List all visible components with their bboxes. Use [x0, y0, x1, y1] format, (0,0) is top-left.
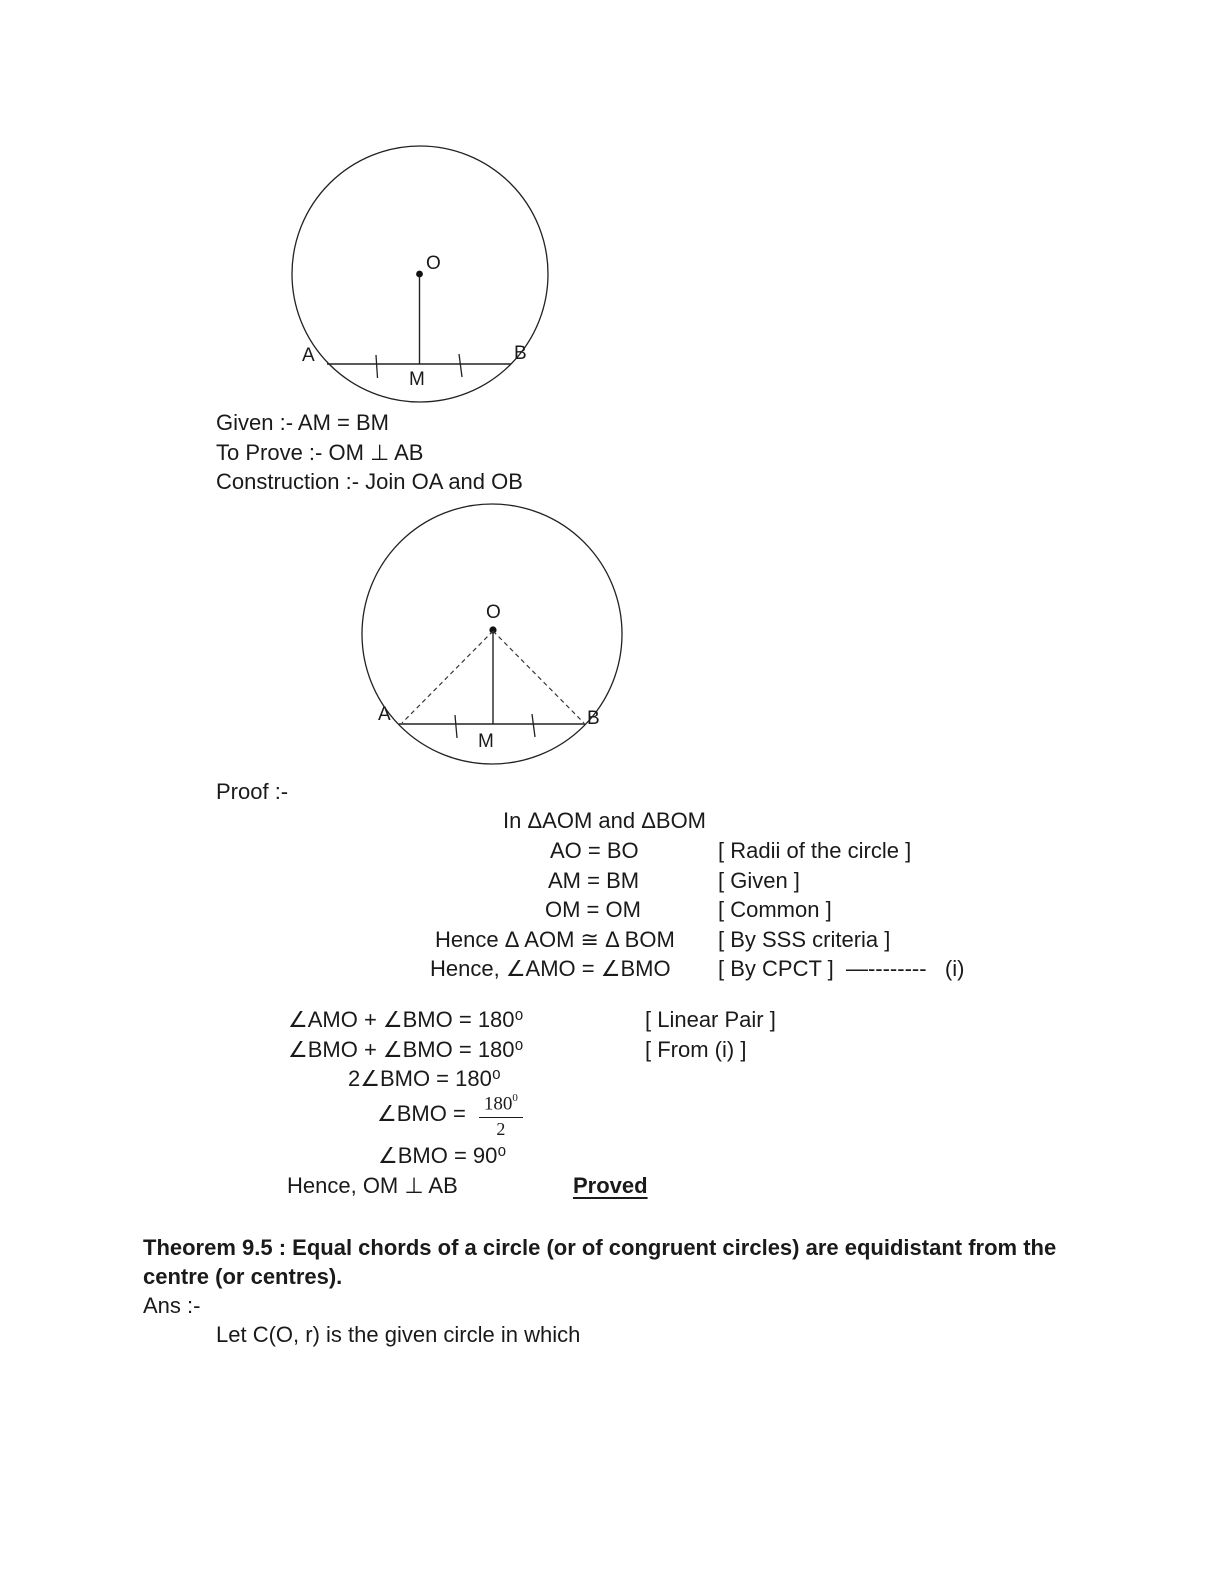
- fraction-numerator-sup: 0: [512, 1092, 518, 1105]
- angle-eq: ∠AMO + ∠BMO = 180⁰: [288, 1007, 524, 1032]
- theorem-title-line1: Theorem 9.5 : Equal chords of a circle (or of congruent circles) are equidistant from the: [143, 1235, 1057, 1260]
- circle-outline: [362, 504, 622, 764]
- proof-intro: In ΔAOM and ΔBOM: [503, 808, 707, 833]
- angle-reason: [ From (i) ]: [645, 1037, 747, 1062]
- label-o: O: [486, 602, 501, 623]
- proof-reason: [ Common ]: [718, 897, 832, 922]
- fraction-prefix: ∠BMO =: [377, 1101, 472, 1127]
- tick-mark-am: [455, 715, 457, 738]
- proof-reason: [ Given ]: [718, 868, 800, 893]
- conclusion-line: Hence, OM ⊥ AB: [287, 1173, 458, 1198]
- label-a: A: [378, 704, 391, 725]
- construction-line: Construction :- Join OA and OB: [216, 469, 523, 494]
- label-a: A: [302, 345, 315, 366]
- angle-eq-fraction-row: [377, 1089, 523, 1139]
- label-o: O: [426, 253, 441, 274]
- let-line: Let C(O, r) is the given circle in which: [216, 1322, 581, 1347]
- label-b: B: [587, 708, 600, 729]
- label-m: M: [409, 369, 425, 390]
- dashed-ob: [493, 631, 584, 723]
- proof-eq: AO = BO: [550, 838, 639, 863]
- fraction-denominator: 2: [496, 1118, 506, 1139]
- fraction-numerator: [479, 1089, 523, 1117]
- angle-eq: 2∠BMO = 180⁰: [348, 1066, 501, 1091]
- angle-eq: ∠BMO + ∠BMO = 180⁰: [288, 1037, 524, 1062]
- label-m: M: [478, 731, 494, 752]
- proof-eq: Hence Δ AOM ≅ Δ BOM: [435, 927, 675, 952]
- diagram-circle-chord-2: [350, 495, 635, 780]
- label-b: B: [514, 343, 527, 364]
- tick-mark-am: [376, 355, 378, 378]
- proof-reason: [ By CPCT ] —-------- (i): [718, 956, 965, 981]
- proof-eq: AM = BM: [548, 868, 640, 893]
- theorem-title-line2: centre (or centres).: [143, 1264, 343, 1289]
- proof-eq: OM = OM: [545, 897, 641, 922]
- tick-mark-mb: [459, 354, 462, 377]
- ans-label: Ans :-: [143, 1293, 201, 1318]
- angle-result: ∠BMO = 90⁰: [378, 1143, 507, 1168]
- proof-reason: [ By SSS criteria ]: [718, 927, 891, 952]
- fraction: [479, 1089, 523, 1138]
- angle-reason: [ Linear Pair ]: [645, 1007, 776, 1032]
- proof-label: Proof :-: [216, 779, 289, 804]
- to-prove-line: To Prove :- OM ⊥ AB: [216, 439, 424, 465]
- tick-mark-mb: [532, 714, 535, 737]
- proved-label: Proved: [573, 1173, 648, 1198]
- proof-reason: [ Radii of the circle ]: [718, 838, 912, 863]
- given-line: Given :- AM = BM: [216, 410, 389, 435]
- diagram-circle-chord-1: [280, 135, 565, 415]
- given-block: [216, 408, 523, 497]
- proof-eq: Hence, ∠AMO = ∠BMO: [430, 956, 671, 981]
- fraction-numerator-value: 180: [483, 1093, 513, 1115]
- dashed-oa: [402, 631, 493, 723]
